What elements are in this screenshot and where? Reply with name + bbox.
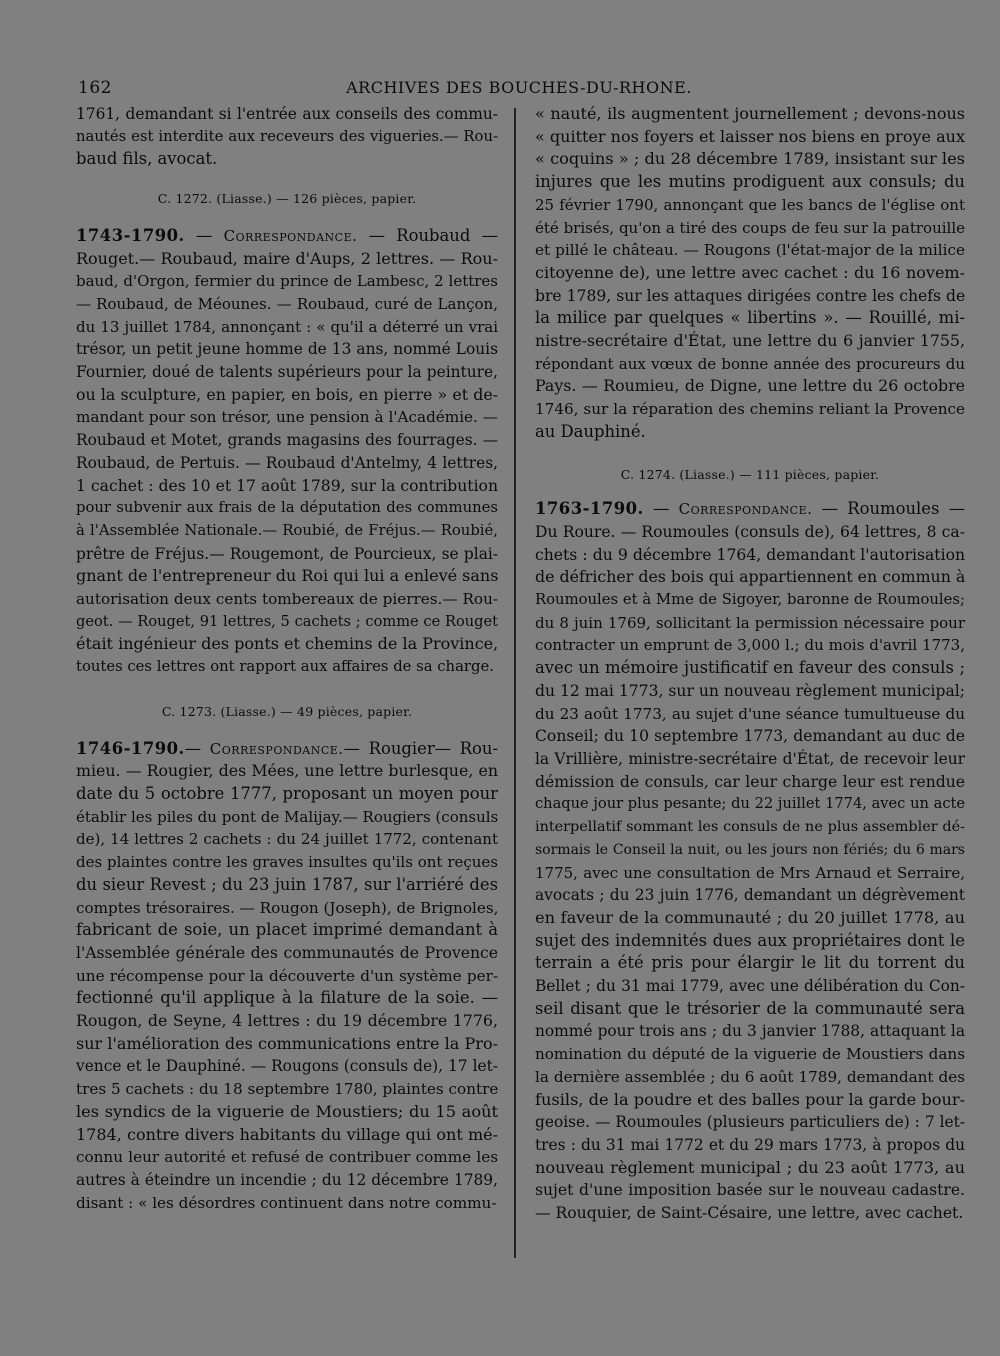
- text-line: et pillé le château. — Rougons (l'état-major de la milice: [535, 241, 965, 260]
- text-line: baud fils, avocat.: [76, 149, 218, 169]
- text-line: bre 1789, sur les attaques dirigées contre les chefs de: [535, 286, 966, 305]
- text-line: trésor, un petit jeune homme de 13 ans, nommé Louis: [76, 340, 498, 359]
- text-line: sur l'amélioration des communications entre la Pro-: [76, 1033, 498, 1053]
- text-line: 1784, contre divers habitants du village qui ont mé-: [76, 1124, 498, 1144]
- intro-paragraph: [76, 103, 498, 171]
- text-line: avocats ; du 23 juin 1776, demandant un dégrèvement: [535, 886, 965, 905]
- text-line: gnant de l'entrepreneur du Roi qui lui a enlevé sans: [76, 566, 499, 586]
- text-line: sujet d'une imposition basée sur le nouveau cadastre.: [535, 1181, 965, 1200]
- text-line: la milice par quelques « libertins ». — Rouillé, mi-: [535, 308, 965, 328]
- text-line: connu leur autorité et refusé de contribuer comme les: [76, 1148, 498, 1167]
- text-line: interpellatif sommant les consuls de ne plus assembler dé-: [535, 819, 965, 836]
- text-line: fabricant de soie, un placet imprimé demandant à: [76, 920, 498, 940]
- text-line: Roubaud et Motet, grands magasins des fourrages. —: [76, 431, 498, 450]
- entry-dates: 1743-1790.: [76, 225, 185, 245]
- entry-category: Correspondance.: [209, 739, 344, 758]
- text-line: Pays. — Roumieu, de Digne, une lettre du 26 octobre: [535, 376, 965, 396]
- text-line: une récompense pour la découverte d'un système per-: [76, 966, 498, 985]
- separator: —: [643, 499, 679, 519]
- text-line: seil disant que le trésorier de la communauté sera: [535, 998, 965, 1018]
- text-line: du sieur Revest ; du 23 juin 1787, sur l'arriéré des: [76, 874, 498, 894]
- text-line: du 13 juillet 1784, annonçant : « qu'il a déterré un vrai: [76, 317, 498, 336]
- text-line: geoise. — Roumoules (plusieurs particuliers de) : 7 let-: [535, 1113, 965, 1132]
- entry-category: Correspondance.: [678, 500, 813, 519]
- text-line: du 23 août 1773, au sujet d'une séance tumultueuse du: [535, 704, 965, 723]
- text-line: de défricher des bois qui appartiennent en commun à: [535, 567, 966, 587]
- cote-c1274: C. 1274. (Liasse.) — 111 pièces, papier.: [620, 466, 880, 482]
- text-line: l'Assemblée générale des communautés de Provence: [76, 943, 498, 962]
- text-line: en faveur de la communauté ; du 20 juillet 1778, au: [535, 907, 965, 927]
- entry-first-line: [76, 225, 498, 248]
- running-title: ARCHIVES DES BOUCHES-DU-RHONE.: [346, 78, 692, 97]
- entry-category: Correspondance.: [223, 226, 358, 245]
- text-line: la Vrillière, ministre-secrétaire d'État, de recevoir leur: [535, 749, 965, 768]
- text-line: comptes trésoraires. — Rougon (Joseph), de Brignoles,: [76, 898, 499, 917]
- text-line: pour subvenir aux frais de la députation des communes: [76, 499, 498, 517]
- right-column: [535, 103, 965, 1225]
- entry-c1273: [76, 738, 498, 1215]
- text-line: au Dauphiné.: [535, 421, 646, 441]
- text-line: Rouget.— Roubaud, maire d'Aups, 2 lettres. — Rou-: [76, 248, 498, 268]
- text-line: « quitter nos foyers et laisser nos biens en proye aux: [535, 126, 965, 146]
- text-line: nomination du député de la viguerie de Moustiers dans: [535, 1045, 965, 1064]
- text-line: des plaintes contre les graves insultes qu'ils ont reçues: [76, 853, 498, 872]
- text-line: sujet des indemnités dues aux propriétaires dont le: [535, 930, 965, 950]
- entry-first-line: [76, 738, 498, 761]
- page-header: [78, 76, 960, 104]
- text-line: autres à éteindre un incendie ; du 12 décembre 1789,: [76, 1170, 498, 1189]
- left-column: [76, 103, 498, 1214]
- text-line: 1746, sur la réparation des chemins reliant la Provence: [535, 400, 965, 419]
- entry-first-line-rest: — Roumoules —: [812, 499, 965, 519]
- text-line: 1 cachet : des 10 et 17 août 1789, sur la contribution: [76, 476, 498, 495]
- text-line: tres 5 cachets : du 18 septembre 1780, plaintes contre: [76, 1080, 499, 1099]
- text-line: établir les piles du pont de Malijay.— Rougiers (consuls: [76, 807, 499, 826]
- continuation-paragraph: [535, 103, 965, 444]
- separator: —: [184, 738, 210, 758]
- text-line: — Rouquier, de Saint-Césaire, une lettre, avec cachet.: [535, 1204, 964, 1223]
- text-line: « nauté, ils augmentent journellement ; devons-nous: [535, 104, 965, 123]
- text-line: mandant pour son trésor, une pension à l'Académie. —: [76, 408, 498, 427]
- text-line: Roubaud, de Pertuis. — Roubaud d'Antelmy, 4 lettres,: [76, 453, 498, 472]
- text-line: tres : du 31 mai 1772 et du 29 mars 1773, à propos du: [535, 1135, 965, 1154]
- text-line: Fournier, doué de talents supérieurs pour la peinture,: [76, 363, 498, 382]
- text-line: — Roubaud, de Méounes. — Roubaud, curé de Lançon,: [76, 294, 498, 313]
- entry-first-line-rest: — Rougier— Rou-: [343, 738, 498, 758]
- text-line: citoyenne de), une lettre avec cachet : du 16 novem-: [535, 262, 965, 282]
- text-line: geot. — Rouget, 91 lettres, 5 cachets ; comme ce Rouget: [76, 612, 498, 630]
- text-line: Du Roure. — Roumoules (consuls de), 64 lettres, 8 ca-: [535, 522, 965, 541]
- text-line: démission de consuls, car leur charge leur est rendue: [535, 772, 965, 791]
- text-line: Bellet ; du 31 mai 1779, avec une délibération du Con-: [535, 977, 965, 996]
- text-line: Roumoules et à Mme de Sigoyer, baronne de Roumoules;: [535, 591, 965, 609]
- text-line: date du 5 octobre 1777, proposant un moyen pour: [76, 783, 498, 803]
- entry-c1272: [76, 225, 498, 679]
- text-line: était ingénieur des ponts et chemins de la Province,: [76, 634, 499, 654]
- text-line: à l'Assemblée Nationale.— Roubié, de Fréjus.— Roubié,: [76, 521, 498, 539]
- text-line: terrain a été pris pour élargir le lit du torrent du: [535, 953, 965, 973]
- text-line: 1775, avec une consultation de Mrs Arnaud et Serraire,: [535, 863, 965, 882]
- separator: —: [184, 225, 224, 245]
- text-line: du 8 juin 1769, sollicitant la permission nécessaire pour: [535, 613, 965, 632]
- text-line: la dernière assemblée ; du 6 août 1789, demandant des: [535, 1067, 965, 1086]
- text-line: injures que les mutins prodiguent aux consuls; du: [535, 172, 965, 192]
- text-line: répondant aux vœux de bonne année des procureurs du: [535, 354, 965, 373]
- page-number: 162: [78, 78, 112, 98]
- text-line: « coquins » ; du 28 décembre 1789, insistant sur les: [535, 149, 965, 169]
- entry-c1274: [535, 498, 965, 1225]
- text-line: disant : « les désordres continuent dans notre commu-: [76, 1193, 497, 1212]
- text-line: mieu. — Rougier, des Mées, une lettre burlesque, en: [76, 761, 498, 781]
- text-line: contracter un emprunt de 3,000 l.; du mois d'avril 1773,: [535, 636, 965, 655]
- entry-dates: 1746-1790.: [76, 738, 185, 758]
- text-line: nautés est interdite aux receveurs des vigueries.— Rou-: [76, 127, 498, 145]
- text-line: fusils, de la poudre et des balles pour la garde bour-: [535, 1089, 966, 1109]
- text-line: chets : du 9 décembre 1764, demandant l'autorisation: [535, 545, 965, 564]
- text-line: été brisés, qu'on a tiré des coups de feu sur la patrouille: [535, 218, 965, 237]
- cote-c1272: C. 1272. (Liasse.) — 126 pièces, papier.: [157, 191, 417, 207]
- text-line: les syndics de la viguerie de Moustiers; du 15 août: [76, 1101, 498, 1121]
- text-line: ou la sculpture, en papier, en bois, en pierre » et de-: [76, 384, 498, 404]
- text-line: chaque jour plus pesante; du 22 juillet 1774, avec un acte: [535, 795, 965, 813]
- text-line: Conseil; du 10 septembre 1773, demandant au duc de: [535, 727, 965, 746]
- text-line: de), 14 lettres 2 cachets : du 24 juillet 1772, contenant: [76, 830, 498, 849]
- entry-first-line-rest: — Roubaud —: [357, 225, 498, 245]
- text-line: nouveau règlement municipal ; du 23 août 1773, au: [535, 1157, 965, 1177]
- text-line: du 12 mai 1773, sur un nouveau règlement municipal;: [535, 681, 965, 700]
- entry-first-line: [535, 498, 965, 521]
- text-line: fectionné qu'il applique à la filature de la soie. —: [76, 988, 498, 1008]
- text-line: nistre-secrétaire d'État, une lettre du 6 janvier 1755,: [535, 331, 965, 351]
- text-line: sormais le Conseil la nuit, ou les jours non fériés; du 6 mars: [535, 841, 965, 858]
- entry-dates: 1763-1790.: [535, 499, 644, 519]
- text-line: autorisation deux cents tombereaux de pierres.— Rou-: [76, 590, 498, 609]
- text-line: nommé pour trois ans ; du 3 janvier 1788, attaquant la: [535, 1022, 965, 1041]
- text-line: baud, d'Orgon, fermier du prince de Lambesc, 2 lettres: [76, 272, 498, 291]
- text-line: toutes ces lettres ont rapport aux affaires de sa charge.: [76, 658, 494, 676]
- text-line: prêtre de Fréjus.— Rougemont, de Pourcieux, se plai-: [76, 544, 498, 563]
- text-line: Rougon, de Seyne, 4 lettres : du 19 décembre 1776,: [76, 1011, 498, 1031]
- text-line: vence et le Dauphiné. — Rougons (consuls de), 17 let-: [76, 1057, 498, 1076]
- text-line: 25 février 1790, annonçant que les bancs de l'église ont: [535, 195, 965, 214]
- text-line: avec un mémoire justificatif en faveur des consuls ;: [535, 658, 965, 678]
- text-line: 1761, demandant si l'entrée aux conseils des commu-: [76, 105, 498, 123]
- column-divider: [514, 108, 516, 1258]
- cote-c1273: C. 1273. (Liasse.) — 49 pièces, papier.: [161, 703, 413, 719]
